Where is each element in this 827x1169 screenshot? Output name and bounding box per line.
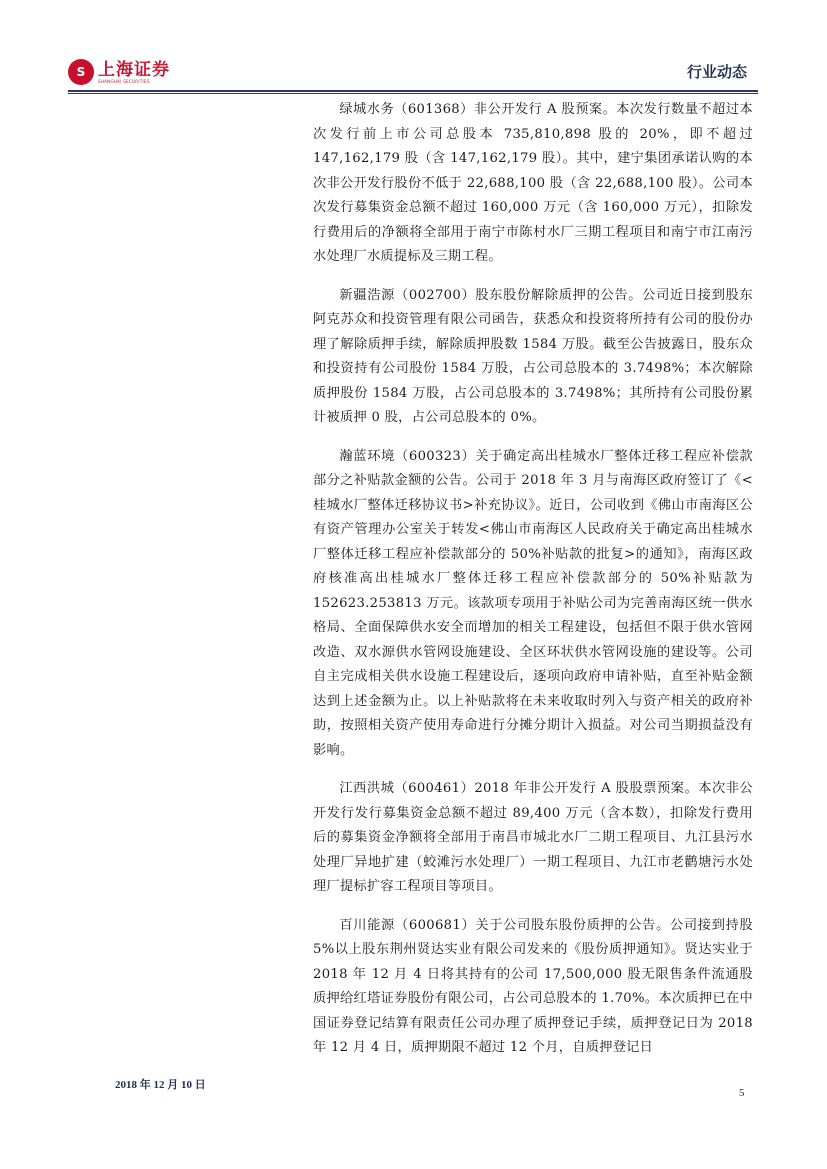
paragraph-xinjiang-haoyuan: 新疆浩源（002700）股东股份解除质押的公告。公司近日接到股东阿克苏众和投资管理有限公司函告，获悉众和投资将所持有公司的股份办理了解除质押手续，解除质押股数 1584 万股。截至公告披露日，股东众和投资持有公司股份 1584 万股，占公司总股本的 3.7498%；本次解除质押股份 1584 万股，占公司总股本的 3.7498%；其所持有公司股份累计被质押 0 股，占公司总股本的 0%。 xyxy=(313,287,753,425)
paragraph-lvcheng-water: 绿城水务（601368）非公开发行 A 股预案。本次发行数量不超过本次发行前上市公司总股本 735,810,898 股的 20%，即不超过 147,162,179 股（含 147,162,179 股）。其中，建宁集团承诺认购的本次非公开发行股份不低于 22,688,100 股（含 22,688,100 股）。公司本次发行募集资金总额不超过 160,000 万元（含 160,000 万元），扣除发行费用后的净额将全部用于南宁市陈村水厂三期工程项目和南宁市江南污水处理厂水质提标及三期工程。 xyxy=(313,102,753,264)
paragraph-grandblue-env: 瀚蓝环境（600323）关于确定高出桂城水厂整体迁移工程应补偿款部分之补贴款金额的公告。公司于 2018 年 3 月与南海区政府签订了《<桂城水厂整体迁移协议书>补充协议》。近日，公司收到《佛山市南海区公有资产管理办公室关于转发<佛山市南海区人民政府关于确定高出桂城水厂整体迁移工程应补偿款部分的 50%补贴款的批复>的通知》，南海区政府核准高出桂城水厂整体迁移工程应补偿款部分的 50%补贴款为 152623.253813 万元。该款项专项用于补贴公司为完善南海区统一供水格局、全面保障供水安全而增加的相关工程建设，包括但不限于供水管网改造、双水源供水管网设施建设、全区环状供水管网设施的建设等。公司自主完成相关供水设施工程建设后，逐项向政府申请补贴，直至补贴金额达到上述金额为止。以上补贴款将在未来收取时列入与资产相关的政府补助，按照相关资产使用寿命进行分摊分期计入损益。对公司当期损益没有影响。 xyxy=(313,448,753,758)
logo-name: 上海证券 xyxy=(98,59,170,80)
logo-subtitle: SHANGHAI SECURITIES xyxy=(98,78,150,84)
logo xyxy=(68,58,170,86)
logo-mark-icon: S xyxy=(68,59,94,85)
header-divider-thin xyxy=(68,93,758,94)
section-title: 行业动态 xyxy=(686,63,747,81)
logo-text xyxy=(98,61,170,84)
article-body xyxy=(313,98,753,1075)
paragraph-jiangxi-hongcheng: 江西洪城（600461）2018 年非公开发行 A 股股票预案。本次非公开发行发行募集资金总额不超过 89,400 万元（含本数），扣除发行费用后的募集资金净额将全部用于南昌市城北水厂二期工程项目、九江县污水处理厂异地扩建（蛟滩污水处理厂）一期工程项目、九江市老鹳塘污水处理厂提标扩容工程项目等项目。 xyxy=(313,781,753,894)
page-number: 5 xyxy=(739,1087,745,1099)
paragraph-baichuan-energy: 百川能源（600681）关于公司股东股份质押的公告。公司接到持股 5%以上股东荆州贤达实业有限公司发来的《股份质押通知》。贤达实业于 2018 年 12 月 4 日将其持有的公司 17,500,000 股无限售条件流通股质押给红塔证券股份有限公司，占公司总股本的 1.70%。本次质押已在中国证券登记结算有限责任公司办理了质押登记手续，质押登记日为 2018 年 12 月 4 日，质押期限不超过 12 个月，自质押登记日 xyxy=(313,917,753,1055)
header-divider xyxy=(68,90,758,92)
footer-date: 2018 年 12 月 10 日 xyxy=(115,1079,206,1091)
